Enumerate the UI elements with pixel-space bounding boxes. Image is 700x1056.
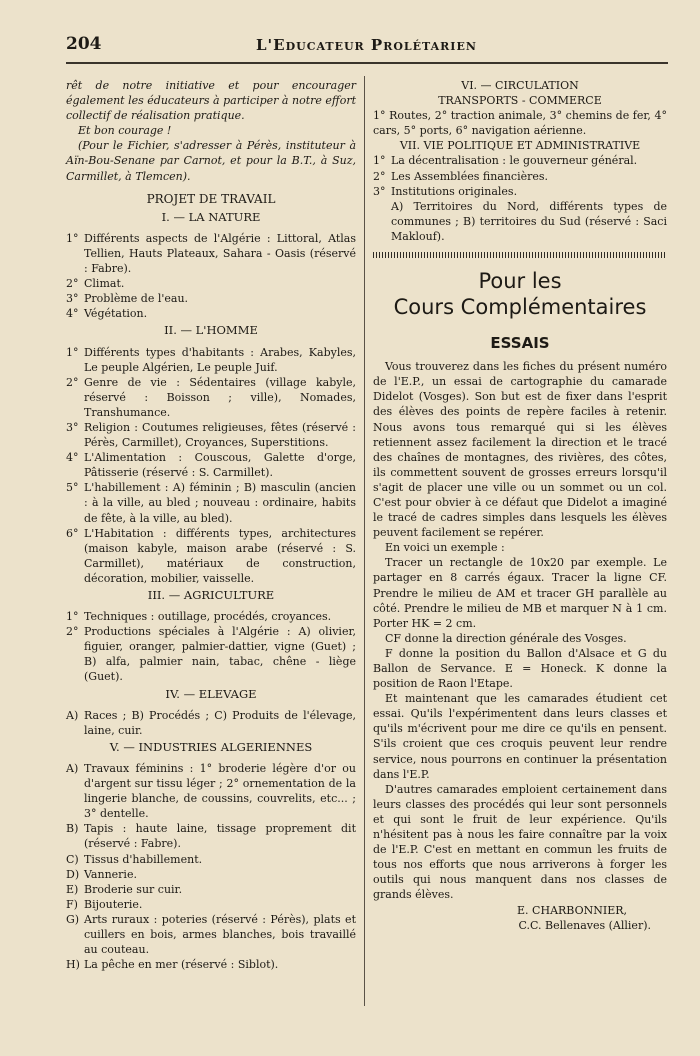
- item-text: Arts ruraux : poteries (réservé : Pérès), plats et cuillers en bois, armes blanches, bois travaillé au couteau.: [84, 912, 356, 957]
- list-item: [66, 480, 356, 525]
- list-item: [66, 912, 356, 957]
- item-text: Bijouterie.: [84, 897, 143, 911]
- signature: E. CHARBONNIER,: [517, 903, 627, 917]
- article-paragraph: Et maintenant que les camarades étudient cet essai. Qu'ils l'expérimentent dans leurs classes et qu'ils m'écrivent pour me dire ce qu'ils en pensent. S'ils croient que ces croquis peuvent leur rendre service, nous pourrons en continuer la présentation dans l'E.P.: [373, 692, 667, 781]
- article-paragraph: D'autres camarades emploient certainement dans leurs classes des procédés qui leur sont personnels et qui sont le fruit de leur expérience. Qu'ils n'hésitent pas à nous les faire connaître par la voix de l'E.P. C'est en mettant en commun les fruits de tous nos efforts que nous arriverons à forger les outils qui nous manquent dans nos classes de grands élèves.: [373, 782, 667, 902]
- fichier-note: (Pour le Fichier, s'adresser à Pérès, instituteur à Aïn-Bou-Senane par Carnot, et pour la B.T., à Suz, Carmillet, à Tlemcen).: [66, 139, 356, 183]
- list-item: [66, 375, 356, 420]
- dotted-rule: [373, 252, 667, 258]
- item-number: C): [66, 852, 79, 866]
- intro-paragraph: rêt de notre initiative et pour encourager également les éducateurs à participer à notre effort collectif de réalisation pratique.: [66, 79, 356, 123]
- item-number: 2°: [66, 625, 79, 639]
- section-6-text: 1° Routes, 2° traction animale, 3° chemins de fer, 4° cars, 5° ports, 6° navigation aérienne.: [373, 109, 667, 138]
- item-text: Problème de l'eau.: [84, 292, 189, 306]
- item-number: 2°: [66, 375, 79, 389]
- item-number: G): [66, 912, 80, 926]
- list-item: [66, 609, 356, 624]
- section-2-title: II. — L'HOMME: [164, 323, 258, 338]
- item-number: 3°: [373, 184, 386, 198]
- article-subtitle: ESSAIS: [490, 334, 550, 353]
- item-text: Tissus d'habillement.: [84, 852, 203, 866]
- left-column: [66, 78, 356, 972]
- signature-place: C.C. Bellenaves (Allier).: [518, 918, 651, 932]
- list-item: [373, 153, 667, 168]
- item-text: Genre de vie : Sédentaires (village kabyle, réservé : Boisson ; ville), Nomades, Transhumance.: [84, 375, 356, 419]
- section-6-subtitle: TRANSPORTS - COMMERCE: [438, 94, 602, 108]
- section-1-list: [66, 231, 356, 322]
- article-title-line-1: Pour les: [478, 269, 562, 294]
- item-text: Travaux féminins : 1° broderie légère d'or ou d'argent sur tissu léger ; 2° ornementation de la lingerie blanche, de coussins, couvrelits, etc... ; 3° dentelle.: [84, 761, 356, 821]
- item-number: H): [66, 958, 80, 972]
- list-item: [66, 708, 356, 738]
- item-number: A): [66, 708, 79, 722]
- section-7-list: [373, 153, 667, 198]
- article-paragraph: CF donne la direction générale des Vosges.: [385, 631, 627, 645]
- list-item: [66, 450, 356, 480]
- item-text: Races ; B) Procédés ; C) Produits de l'élevage, laine, cuir.: [84, 708, 356, 737]
- item-number: A): [66, 761, 79, 775]
- item-number: E): [66, 882, 79, 896]
- section-6-title: VI. — CIRCULATION: [461, 79, 579, 92]
- column-divider: [364, 76, 365, 1006]
- item-number: B): [66, 822, 79, 836]
- list-item: [66, 624, 356, 684]
- article-paragraph: Vous trouverez dans les fiches du présent numéro de l'E.P., un essai de cartographie du camarade Didelot (Vosges). Son but est de fixer dans l'esprit des élèves des points de repère faciles à retenir. Nous avons tous remarqué qui si les élèves retiennent assez facilement la direction et le tracé des chaînes de montagnes, des rivières, des côtes, ils commettent souvent de grosses erreurs lorsqu'il s'agit de placer une ville ou un sommet ou un col. C'est pour obvier à ce défaut que Didelot a imaginé le tracé de cadres simples dans lesquels les élèves peuvent facilement se repérer.: [373, 360, 667, 540]
- list-item: [66, 306, 356, 321]
- article-title-line-2: Cours Complémentaires: [393, 295, 647, 320]
- item-number: 2°: [373, 169, 386, 183]
- list-item: [66, 761, 356, 821]
- item-number: 4°: [66, 307, 79, 321]
- section-5-title: V. — INDUSTRIES ALGERIENNES: [109, 739, 313, 754]
- section-3-list: [66, 609, 356, 684]
- page-number: 204: [66, 34, 102, 54]
- right-column: [373, 78, 667, 933]
- list-item: [66, 821, 356, 851]
- item-text: Végétation.: [84, 307, 148, 321]
- list-item: [66, 291, 356, 306]
- item-text: La décentralisation : le gouverneur général.: [391, 154, 638, 168]
- section-7-extra: A) Territoires du Nord, différents types de communes ; B) territoires du Sud (réservé : Saci Maklouf).: [391, 199, 667, 243]
- list-item: [66, 897, 356, 912]
- item-number: D): [66, 867, 80, 881]
- item-number: F): [66, 897, 78, 911]
- item-number: 3°: [66, 292, 79, 306]
- item-text: Vannerie.: [84, 867, 137, 881]
- running-title: L'Educateur Prolétarien: [256, 36, 477, 54]
- list-item: [66, 231, 356, 276]
- list-item: [66, 420, 356, 450]
- item-text: L'Alimentation : Couscous, Galette d'orge, Pâtisserie (réservé : S. Carmillet).: [84, 451, 356, 480]
- section-3-title: III. — AGRICULTURE: [147, 588, 275, 602]
- list-item: [66, 867, 356, 882]
- section-4-list: [66, 708, 356, 738]
- list-item: [373, 169, 667, 184]
- article-paragraph: F donne la position du Ballon d'Alsace et G du Ballon de Servance. E = Honeck. K donne la position de Raon l'Etape.: [373, 646, 667, 691]
- projet-title: PROJET DE TRAVAIL: [146, 191, 276, 206]
- item-text: L'habillement : A) féminin ; B) masculin (ancien : à la ville, au bled ; nouveau : ordinaire, habits de fête, à la ville, au bled).: [84, 481, 356, 525]
- item-text: Tapis : haute laine, tissage proprement dit (réservé : Fabre).: [84, 822, 356, 851]
- list-item: [66, 526, 356, 586]
- item-number: 1°: [66, 231, 79, 245]
- item-text: Différents types d'habitants : Arabes, Kabyles, Le peuple Algérien, Le peuple Juif.: [84, 345, 356, 374]
- item-number: 1°: [373, 154, 386, 168]
- section-7-title: VII. VIE POLITIQUE ET ADMINISTRATIVE: [399, 139, 641, 153]
- list-item: [66, 345, 356, 375]
- item-number: 3°: [66, 420, 79, 434]
- article-paragraph: En voici un exemple :: [385, 541, 505, 555]
- item-text: Climat.: [84, 277, 125, 291]
- courage-line: Et bon courage !: [78, 124, 172, 138]
- section-4-title: IV. — ELEVAGE: [165, 686, 257, 701]
- section-2-list: [66, 345, 356, 587]
- article-paragraph: Tracer un rectangle de 10x20 par exemple. Le partager en 8 carrés égaux. Tracer la ligne CF. Prendre le milieu de AM et tracer GH parallèle au côté. Prendre le milieu de MB et marquer N à 1 cm. Porter HK = 2 cm.: [373, 556, 667, 630]
- section-5-list: [66, 761, 356, 972]
- list-item: [66, 882, 356, 897]
- item-text: Religion : Coutumes religieuses, fêtes (réservé : Pérès, Carmillet), Croyances, Superstitions.: [84, 420, 356, 450]
- item-text: Institutions originales.: [391, 184, 518, 198]
- item-number: 2°: [66, 277, 79, 291]
- item-number: 6°: [66, 526, 79, 540]
- item-text: L'Habitation : différents types, architectures (maison kabyle, maison arabe (réservé : S. Carmillet), matériaux de construction, décoration, mobilier, vaisselle.: [84, 526, 356, 585]
- item-number: 1°: [66, 610, 79, 624]
- item-text: La pêche en mer (réservé : Siblot).: [84, 958, 279, 972]
- list-item: [66, 852, 356, 867]
- page-header: [66, 34, 668, 64]
- list-item: [66, 957, 356, 972]
- item-text: Différents aspects de l'Algérie : Littoral, Atlas Tellien, Hauts Plateaux, Sahara - Oasis (réservé : Fabre).: [84, 231, 356, 276]
- item-text: Productions spéciales à l'Algérie : A) olivier, figuier, oranger, palmier-dattier, vigne (Guet) ; B) alfa, palmier nain, tabac, chêne - liège (Guet).: [84, 625, 356, 684]
- item-text: Broderie sur cuir.: [84, 882, 183, 896]
- item-number: 5°: [66, 481, 79, 495]
- item-number: 4°: [66, 451, 79, 465]
- section-1-title: I. — LA NATURE: [161, 209, 261, 224]
- item-text: Techniques : outillage, procédés, croyances.: [84, 610, 332, 624]
- item-number: 1°: [66, 345, 79, 359]
- list-item: [66, 276, 356, 291]
- item-text: Les Assemblées financières.: [391, 169, 549, 183]
- list-item: [373, 184, 667, 199]
